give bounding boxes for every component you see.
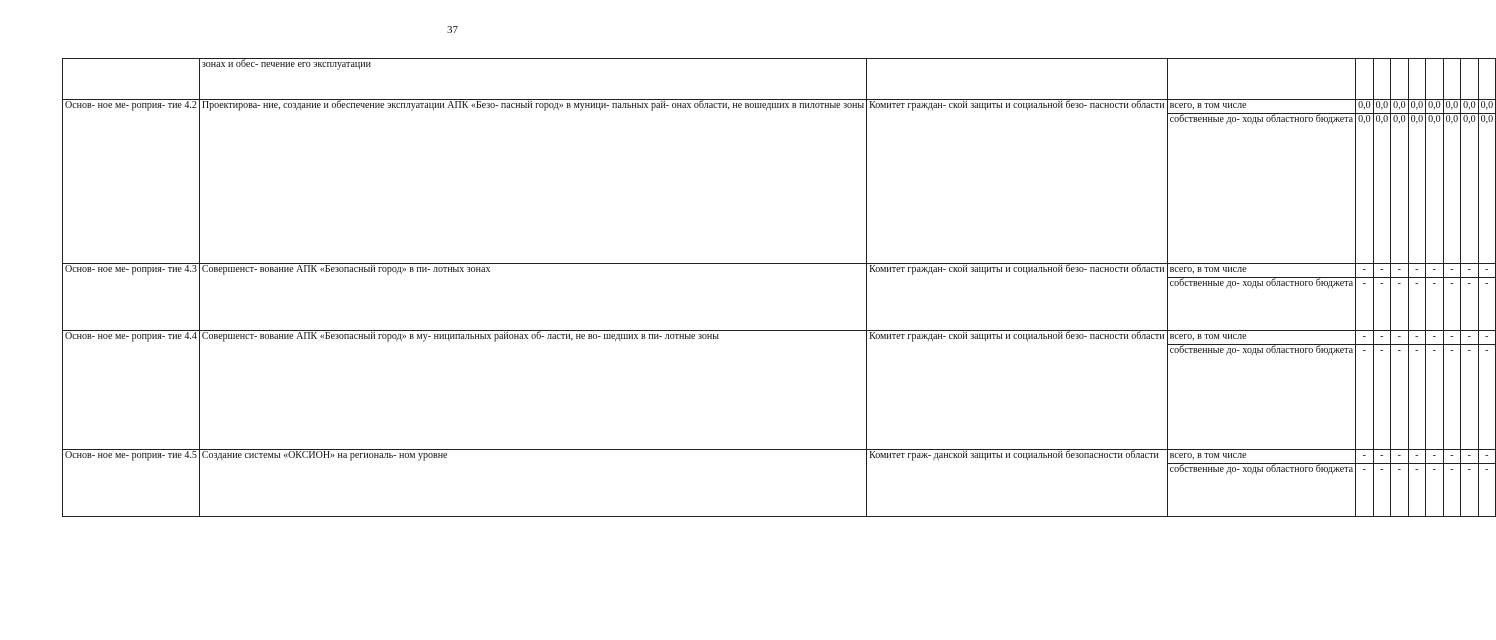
code-cell: Основ- ное ме- роприя- тие 4.2	[63, 100, 200, 264]
value-cell	[1478, 59, 1496, 100]
value-total-cell: -	[1461, 264, 1479, 278]
source-total-cell: всего, в том числе	[1167, 100, 1355, 114]
value-total-cell: -	[1443, 331, 1461, 345]
value-total-cell: -	[1478, 264, 1496, 278]
source-total-cell: всего, в том числе	[1167, 264, 1355, 278]
value-own-cell: -	[1426, 464, 1444, 517]
value-total-cell: -	[1391, 450, 1409, 464]
value-own-cell: -	[1478, 278, 1496, 331]
value-own-cell: -	[1443, 278, 1461, 331]
value-total-cell: -	[1391, 264, 1409, 278]
name-cell: Создание системы «ОКСИОН» на региональ- ном уровне	[199, 450, 866, 517]
value-own-cell: 0,0	[1461, 114, 1479, 264]
code-cell: Основ- ное ме- роприя- тие 4.4	[63, 331, 200, 450]
code-cell: Основ- ное ме- роприя- тие 4.5	[63, 450, 200, 517]
value-own-cell: -	[1373, 345, 1391, 450]
value-total-cell: 0,0	[1373, 100, 1391, 114]
budget-table	[62, 58, 1496, 517]
value-own-cell: -	[1408, 345, 1426, 450]
value-total-cell: -	[1356, 264, 1374, 278]
value-total-cell: -	[1443, 450, 1461, 464]
value-own-cell: -	[1461, 345, 1479, 450]
value-own-cell: -	[1356, 278, 1374, 331]
measure-row	[63, 331, 1496, 345]
value-total-cell: -	[1373, 331, 1391, 345]
value-total-cell: -	[1443, 264, 1461, 278]
value-own-cell: 0,0	[1391, 114, 1409, 264]
value-total-cell: -	[1391, 331, 1409, 345]
value-own-cell: -	[1373, 464, 1391, 517]
value-total-cell: -	[1461, 450, 1479, 464]
value-cell	[1373, 59, 1391, 100]
value-own-cell: -	[1478, 345, 1496, 450]
measure-row	[63, 450, 1496, 464]
executor-cell: Комитет граждан- ской защиты и социальной безо- пасности области	[867, 100, 1168, 264]
value-total-cell: -	[1426, 264, 1444, 278]
value-total-cell: -	[1373, 264, 1391, 278]
code-cell	[63, 59, 200, 100]
value-total-cell: 0,0	[1391, 100, 1409, 114]
value-own-cell: -	[1373, 278, 1391, 331]
value-own-cell: 0,0	[1356, 114, 1374, 264]
page-number: 37	[447, 24, 458, 36]
value-own-cell: -	[1426, 278, 1444, 331]
value-own-cell: -	[1391, 278, 1409, 331]
source-own-cell: собственные до- ходы областного бюджета	[1167, 464, 1355, 517]
value-total-cell: -	[1356, 450, 1374, 464]
value-total-cell: -	[1408, 331, 1426, 345]
executor-cell: Комитет граждан- ской защиты и социальной безо- пасности области	[867, 331, 1168, 450]
value-own-cell: -	[1478, 464, 1496, 517]
source-total-cell: всего, в том числе	[1167, 450, 1355, 464]
continuation-row	[63, 59, 1496, 100]
value-own-cell: 0,0	[1408, 114, 1426, 264]
value-own-cell: -	[1356, 464, 1374, 517]
value-total-cell: -	[1356, 331, 1374, 345]
value-total-cell: 0,0	[1426, 100, 1444, 114]
value-total-cell: 0,0	[1478, 100, 1496, 114]
value-cell	[1356, 59, 1374, 100]
value-own-cell: -	[1443, 345, 1461, 450]
value-own-cell: -	[1461, 464, 1479, 517]
executor-cell: Комитет граждан- ской защиты и социальной безо- пасности области	[867, 264, 1168, 331]
value-own-cell: -	[1408, 278, 1426, 331]
name-cell: зонах и обес- печение его эксплуатации	[199, 59, 866, 100]
value-own-cell: 0,0	[1443, 114, 1461, 264]
value-total-cell: 0,0	[1408, 100, 1426, 114]
name-cell: Совершенст- вование АПК «Безопасный город» в му- ниципальных районах об- ласти, не во- шедших в пи- лотные зоны	[199, 331, 866, 450]
source-total-cell: всего, в том числе	[1167, 331, 1355, 345]
value-own-cell: -	[1408, 464, 1426, 517]
value-total-cell: 0,0	[1461, 100, 1479, 114]
value-total-cell: -	[1426, 450, 1444, 464]
value-cell	[1426, 59, 1444, 100]
source-own-cell: собственные до- ходы областного бюджета	[1167, 345, 1355, 450]
source-cell	[1167, 59, 1355, 100]
value-total-cell: -	[1373, 450, 1391, 464]
value-total-cell: -	[1408, 450, 1426, 464]
value-own-cell: -	[1356, 345, 1374, 450]
value-own-cell: 0,0	[1478, 114, 1496, 264]
value-cell	[1408, 59, 1426, 100]
value-own-cell: 0,0	[1426, 114, 1444, 264]
value-cell	[1443, 59, 1461, 100]
value-own-cell: -	[1391, 345, 1409, 450]
value-cell	[1391, 59, 1409, 100]
value-total-cell: 0,0	[1443, 100, 1461, 114]
value-total-cell: -	[1461, 331, 1479, 345]
value-total-cell: -	[1426, 331, 1444, 345]
value-own-cell: -	[1443, 464, 1461, 517]
code-cell: Основ- ное ме- роприя- тие 4.3	[63, 264, 200, 331]
name-cell: Проектирова- ние, создание и обеспечение эксплуатации АПК «Безо- пасный город» в муници- пальных рай- онах области, не вошедших в пилотные зоны	[199, 100, 866, 264]
source-own-cell: собственные до- ходы областного бюджета	[1167, 278, 1355, 331]
value-own-cell: -	[1426, 345, 1444, 450]
value-total-cell: -	[1478, 450, 1496, 464]
value-total-cell: -	[1408, 264, 1426, 278]
value-total-cell: 0,0	[1356, 100, 1374, 114]
measure-row	[63, 264, 1496, 278]
executor-cell	[867, 59, 1168, 100]
value-own-cell: -	[1391, 464, 1409, 517]
value-own-cell: -	[1461, 278, 1479, 331]
name-cell: Совершенст- вование АПК «Безопасный город» в пи- лотных зонах	[199, 264, 866, 331]
source-own-cell: собственные до- ходы областного бюджета	[1167, 114, 1355, 264]
value-total-cell: -	[1478, 331, 1496, 345]
value-own-cell: 0,0	[1373, 114, 1391, 264]
value-cell	[1461, 59, 1479, 100]
executor-cell: Комитет граж- данской защиты и социальной безопасности области	[867, 450, 1168, 517]
measure-row	[63, 100, 1496, 114]
